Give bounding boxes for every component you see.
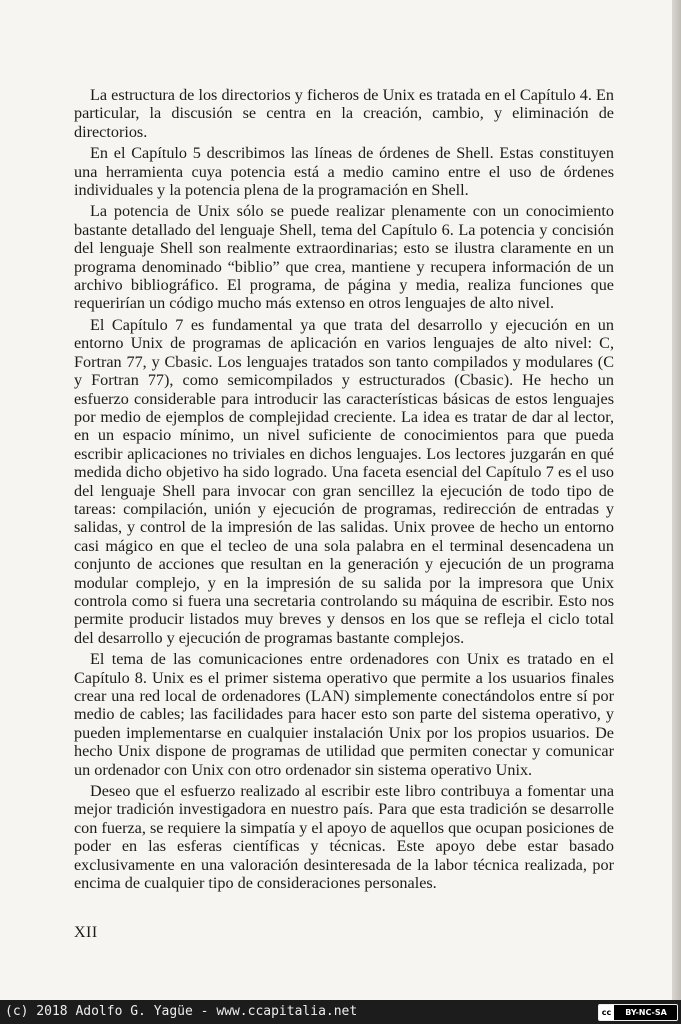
- cc-logo-icon: cc: [599, 1005, 615, 1020]
- page-number: XII: [74, 924, 98, 941]
- body-text: [74, 86, 614, 895]
- paragraph: La potencia de Unix sólo se puede realizar plenamente con un conocimiento bastante detallado del lenguaje Shell, tema del Capítulo 6. La potencia y concisión del lenguaje Shell son realmente extraordinarias; esto se ilustra claramente en un programa denominado “biblio” que crea, mantiene y recupera información de un archivo bibliográfico. El programa, de página y media, realiza funciones que requerirían un código mucho más extenso en otros lenguajes de alto nivel.: [74, 202, 614, 313]
- paragraph: El Capítulo 7 es fundamental ya que trata del desarrollo y ejecución en un entorno Unix de programas de aplicación en varios lenguajes de alto nivel: C, Fortran 77, y Cbasic. Los lenguajes tratados son tanto compilados y modulares (C y Fortran 77), como semicompilados y estructurados (Cbasic). He hecho un esfuerzo considerable para introducir las características básicas de estos lenguajes por medio de ejemplos de complejidad creciente. La idea es tratar de dar al lector, en un espacio mínimo, un nivel suficiente de conocimientos para que pueda escribir aplicaciones no triviales en dichos lenguajes. Los lectores juzgarán en qué medida dicho objetivo ha sido logrado. Una faceta esencial del Capítulo 7 es el uso del lenguaje Shell para invocar con gran sencillez la ejecución de todo tipo de tareas: compilación, unión y ejecución de programas, redirección de entradas y salidas, y control de la impresión de las salidas. Unix provee de hecho un entorno casi mágico en que el tecleo de una sola palabra en el terminal desencadena un conjunto de acciones que resultan en la generación y ejecución de un programa modular complejo, y en la impresión de su salida por la impresora que Unix controla como si fuera una secretaria controlando su máquina de escribir. Esto nos permite producir listados muy breves y densos en los que se refleja el ciclo total del desarrollo y ejecución de programas bastante complejos.: [74, 315, 614, 647]
- paragraph: Deseo que el esfuerzo realizado al escribir este libro contribuya a fomentar una mejor tradición investigadora en nuestro país. Para que esta tradición se desarrolle con fuerza, se requiere la simpatía y el apoyo de aquellos que ocupan posiciones de poder en las esferas científicas y técnicas. Este apoyo debe estar basado exclusivamente en una valoración desinteresada de la labor técnica realizada, por encima de cualquier tipo de consideraciones personales.: [74, 782, 614, 893]
- footer-bar: [0, 1000, 681, 1024]
- cc-license-badge[interactable]: [598, 1004, 678, 1021]
- page-edge: [672, 0, 681, 1000]
- paragraph: La estructura de los directorios y ficheros de Unix es tratada en el Capítulo 4. En particular, la discusión se centra en la creación, cambio, y eliminación de directorios.: [74, 86, 614, 141]
- license-terms: BY-NC-SA: [615, 1005, 677, 1020]
- paragraph: En el Capítulo 5 describimos las líneas de órdenes de Shell. Estas constituyen una herramienta cuya potencia está a medio camino entre el uso de órdenes individuales y la potencia plena de la programación en Shell.: [74, 144, 614, 200]
- paragraph: El tema de las comunicaciones entre ordenadores con Unix es tratado en el Capítulo 8. Unix es el primer sistema operativo que permite a los usuarios finales crear una red local de ordenadores (LAN) simplemente conectándolos entre sí por medio de cables; las facilidades para hacer esto son parte del sistema operativo, y pueden implementarse en cualquier instalación Unix por los propios usuarios. De hecho Unix dispone de programas de utilidad que permiten conectar y comunicar un ordenador con Unix con otro ordenador sin sistema operativo Unix.: [74, 650, 614, 779]
- copyright-credit: (c) 2018 Adolfo G. Yagüe - www.ccapitalia.net: [5, 1004, 358, 1019]
